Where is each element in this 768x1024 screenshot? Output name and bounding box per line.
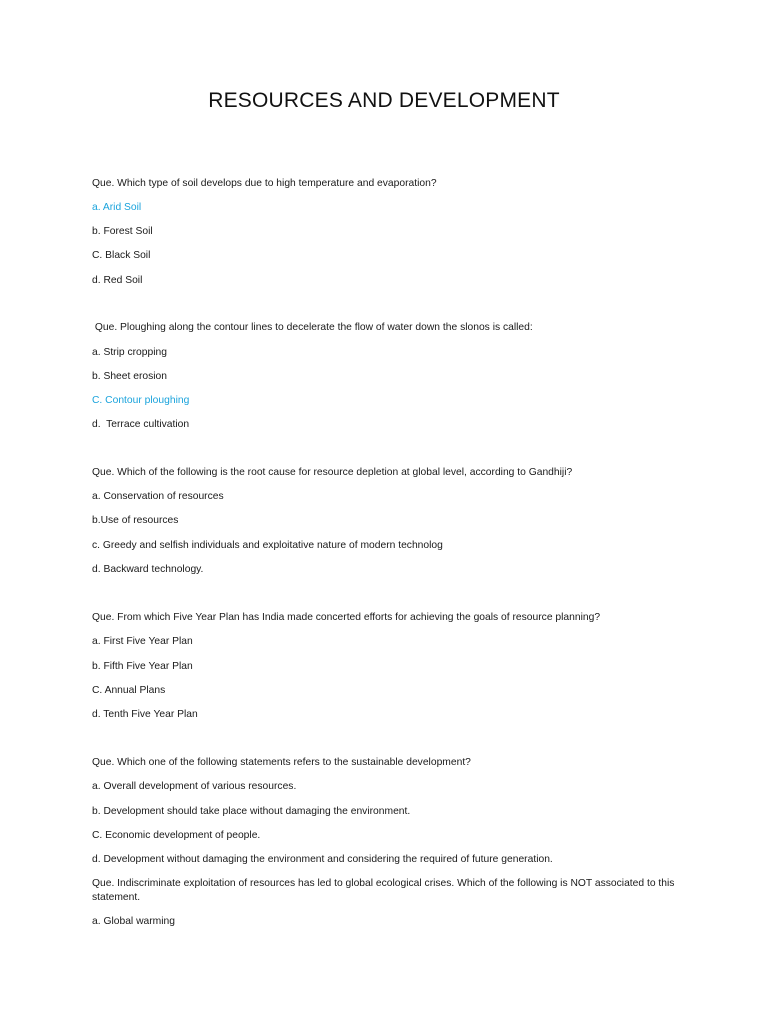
question-5-option-d: d. Development without damaging the environment and considering the required of future generation. bbox=[92, 854, 553, 865]
question-2: Que. Ploughing along the contour lines to decelerate the flow of water down the slonos is called: bbox=[92, 322, 533, 333]
question-3: Que. Which of the following is the root cause for resource depletion at global level, according to Gandhiji? bbox=[92, 467, 573, 478]
question-5-option-c: C. Economic development of people. bbox=[92, 830, 261, 841]
question-6-option-a: a. Global warming bbox=[92, 916, 175, 927]
question-3-option-c: c. Greedy and selfish individuals and exploitative nature of modern technolog bbox=[92, 540, 443, 551]
question-2-option-b: b. Sheet erosion bbox=[92, 371, 167, 382]
question-1-option-c: C. Black Soil bbox=[92, 250, 151, 261]
question-1-option-a: a. Arid Soil bbox=[92, 202, 142, 213]
question-5: Que. Which one of the following statements refers to the sustainable development? bbox=[92, 757, 471, 768]
question-3-option-b: b.Use of resources bbox=[92, 515, 179, 526]
document-title: RESOURCES AND DEVELOPMENT bbox=[208, 89, 560, 112]
question-2-option-d: d. Terrace cultivation bbox=[92, 419, 190, 430]
question-2-option-a: a. Strip cropping bbox=[92, 347, 167, 358]
question-3-option-a: a. Conservation of resources bbox=[92, 491, 224, 502]
question-1-option-b: b. Forest Soil bbox=[92, 226, 153, 237]
question-4-option-c: C. Annual Plans bbox=[92, 685, 166, 696]
question-5-option-b: b. Development should take place without damaging the environment. bbox=[92, 806, 411, 817]
question-6: Que. Indiscriminate exploitation of resources has led to global ecological crises. Which of the following is NOT associated to this statement. bbox=[92, 878, 675, 903]
question-1-option-d: d. Red Soil bbox=[92, 275, 143, 286]
question-4-option-d: d. Tenth Five Year Plan bbox=[92, 709, 198, 720]
question-1: Que. Which type of soil develops due to high temperature and evaporation? bbox=[92, 178, 437, 189]
question-4: Que. From which Five Year Plan has India made concerted efforts for achieving the goals of resource planning? bbox=[92, 612, 601, 623]
question-4-option-a: a. First Five Year Plan bbox=[92, 636, 193, 647]
question-4-option-b: b. Fifth Five Year Plan bbox=[92, 661, 193, 672]
question-2-option-c: C. Contour ploughing bbox=[92, 395, 190, 406]
question-5-option-a: a. Overall development of various resources. bbox=[92, 781, 297, 792]
question-3-option-d: d. Backward technology. bbox=[92, 564, 204, 575]
